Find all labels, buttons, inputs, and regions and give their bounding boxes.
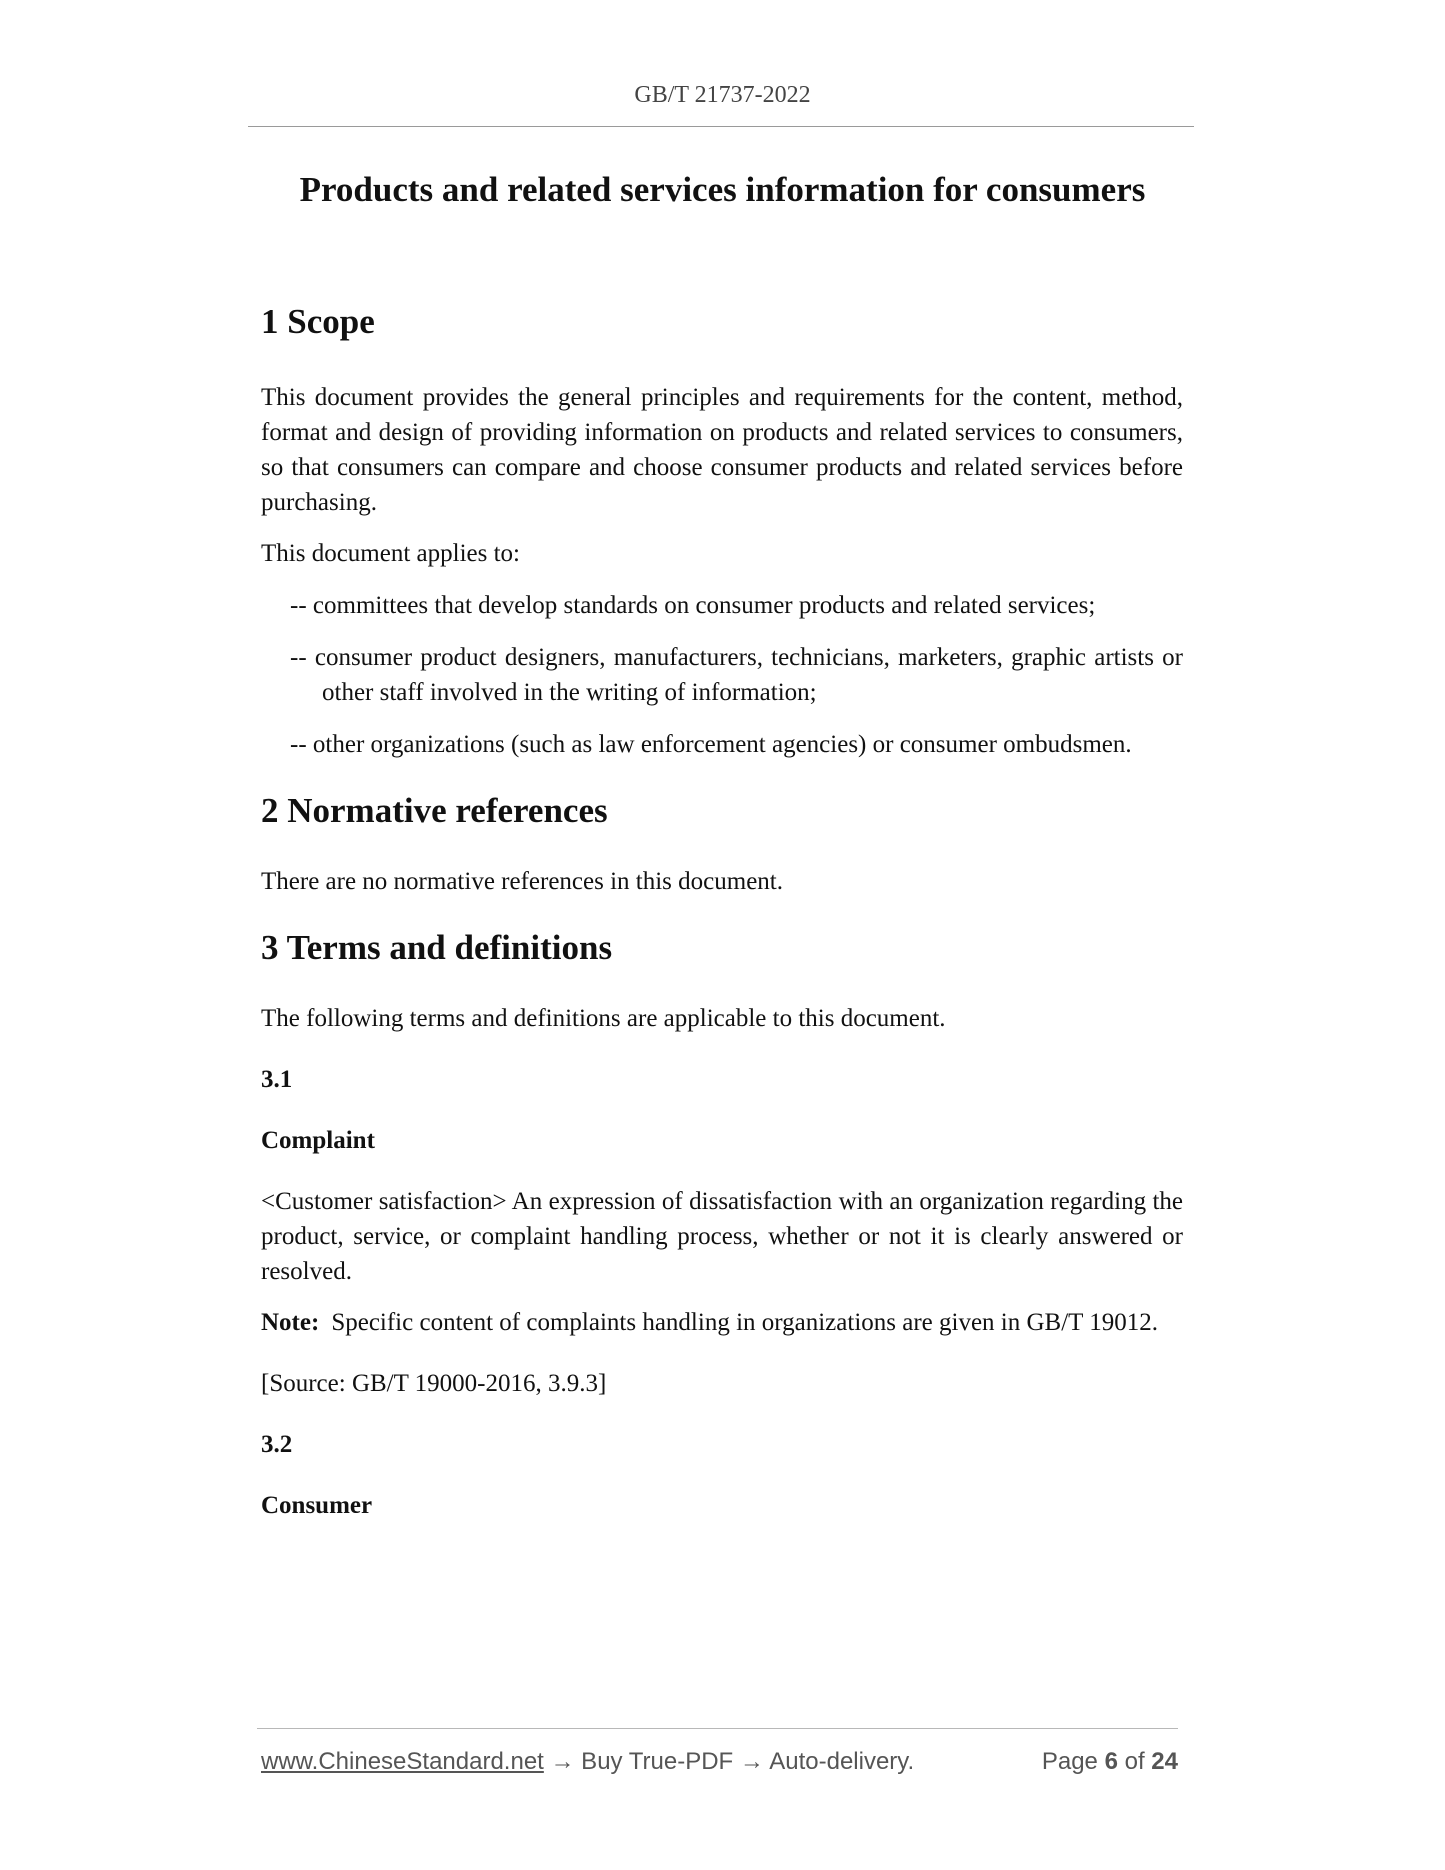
page-label: Page — [1041, 1748, 1098, 1775]
note-label: Note: — [261, 1309, 320, 1336]
term-number: 3.2 — [261, 1431, 293, 1458]
scope-applies-paragraph: This document applies to: — [261, 540, 520, 567]
list-item: -- consumer product designers, manufacturers, technicians, marketers, graphic artists or other staff involved in the writing of information; — [290, 644, 1183, 706]
section-heading-normative-references: 2 Normative references — [261, 791, 608, 830]
header-rule — [248, 126, 1194, 127]
term-name: Complaint — [261, 1127, 375, 1154]
page-number — [1042, 1748, 1178, 1776]
page-total: 24 — [1151, 1748, 1178, 1775]
footer-tagline: → Buy True-PDF → Auto-delivery. — [543, 1748, 915, 1775]
scope-paragraph: This document provides the general principles and requirements for the content, method, format and design of providing information on products and related services to consumers, so that consumers can compare and choose consumer products and related services before purchasing. — [261, 384, 1183, 516]
term-definition: <Customer satisfaction> An expression of dissatisfaction with an organization regarding the product, service, or complaint handling process, whether or not it is clearly answered or resolved. — [261, 1188, 1183, 1285]
term-number: 3.1 — [261, 1066, 293, 1093]
website-link[interactable]: www.ChineseStandard.net — [261, 1748, 544, 1775]
section-heading-scope: 1 Scope — [261, 302, 375, 341]
normative-paragraph: There are no normative references in this document. — [261, 868, 783, 895]
term-source: [Source: GB/T 19000-2016, 3.9.3] — [261, 1370, 607, 1397]
document-body — [261, 300, 1183, 1523]
section-heading-terms: 3 Terms and definitions — [261, 928, 613, 967]
list-item: -- committees that develop standards on consumer products and related services; — [290, 592, 1096, 619]
term-note — [261, 1305, 1183, 1340]
page-of-label: of — [1124, 1748, 1145, 1775]
note-text: Specific content of complaints handling in organizations are given in GB/T 19012. — [331, 1309, 1158, 1336]
page-header-code: GB/T 21737-2022 — [634, 82, 811, 108]
footer-left — [261, 1748, 914, 1776]
document-title: Products and related services information for consumers — [299, 170, 1146, 209]
page-current: 6 — [1104, 1748, 1118, 1775]
page-footer — [261, 1748, 1178, 1778]
footer-rule — [257, 1728, 1178, 1729]
terms-intro: The following terms and definitions are applicable to this document. — [261, 1005, 946, 1032]
list-item: -- other organizations (such as law enforcement agencies) or consumer ombudsmen. — [290, 731, 1132, 758]
term-name: Consumer — [261, 1492, 373, 1519]
